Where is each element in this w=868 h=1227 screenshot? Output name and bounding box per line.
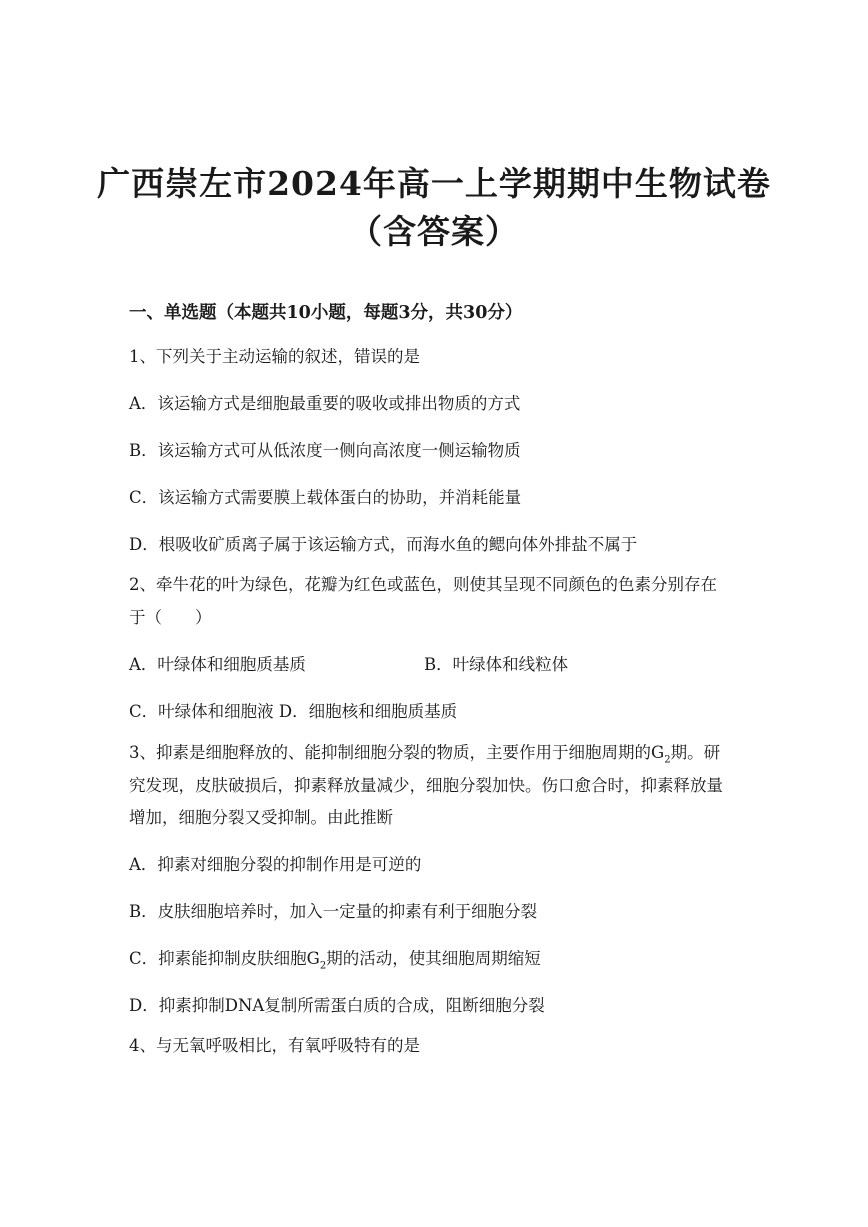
- q3-option-c-text-end: 期的活动，使其细胞周期缩短: [326, 949, 541, 968]
- q3-option-c: [129, 945, 541, 971]
- q3-option-c-subscript: 2: [319, 960, 327, 972]
- section-title: 一、单选题（本题共10小题，每题3分，共30分）: [129, 303, 523, 323]
- q3-stem-line3: 增加，细胞分裂又受抑制。由此推断: [129, 808, 393, 827]
- q2-option-a: A．叶绿体和细胞质基质: [129, 655, 306, 674]
- document-title-line2: （含答案）: [349, 212, 519, 251]
- q2-stem-line1: 2、牵牛花的叶为绿色，花瓣为红色或蓝色，则使其呈现不同颜色的色素分别存在: [129, 575, 717, 594]
- q4-stem: 4、与无氧呼吸相比，有氧呼吸特有的是: [129, 1036, 420, 1055]
- q1-stem: 1、下列关于主动运输的叙述，错误的是: [129, 347, 420, 366]
- q3-option-b: B．皮肤细胞培养时，加入一定量的抑素有利于细胞分裂: [129, 902, 538, 921]
- document-title-line1: 广西崇左市2024年高一上学期期中生物试卷: [97, 164, 771, 203]
- q3-stem-text-end: 期。研: [670, 743, 721, 762]
- q3-option-c-text: C．抑素能抑制皮肤细胞G: [129, 949, 320, 968]
- q1-option-c: C．该运输方式需要膜上载体蛋白的协助，并消耗能量: [129, 488, 522, 507]
- q2-option-b: B．叶绿体和线粒体: [424, 655, 569, 674]
- q3-option-a: A．抑素对细胞分裂的抑制作用是可逆的: [129, 855, 422, 874]
- q3-stem-line1: [129, 739, 720, 765]
- q2-option-cd: C．叶绿体和细胞液 D．细胞核和细胞质基质: [129, 702, 458, 721]
- q2-stem-line2: 于（ ）: [129, 608, 212, 627]
- q1-option-a: A．该运输方式是细胞最重要的吸收或排出物质的方式: [129, 394, 521, 413]
- q1-option-b: B．该运输方式可从低浓度一侧向高浓度一侧运输物质: [129, 441, 521, 460]
- q3-stem-subscript: 2: [664, 754, 671, 766]
- q3-option-d: D．抑素抑制DNA复制所需蛋白质的合成，阻断细胞分裂: [129, 996, 545, 1015]
- q3-stem-text: 3、抑素是细胞释放的、能抑制细胞分裂的物质，主要作用于细胞周期的G: [129, 743, 665, 762]
- q3-stem-line2: 究发现，皮肤破损后，抑素释放量减少，细胞分裂加快。伤口愈合时，抑素释放量: [129, 776, 723, 795]
- q1-option-d: D．根吸收矿质离子属于该运输方式，而海水鱼的鳃向体外排盐不属于: [129, 535, 638, 554]
